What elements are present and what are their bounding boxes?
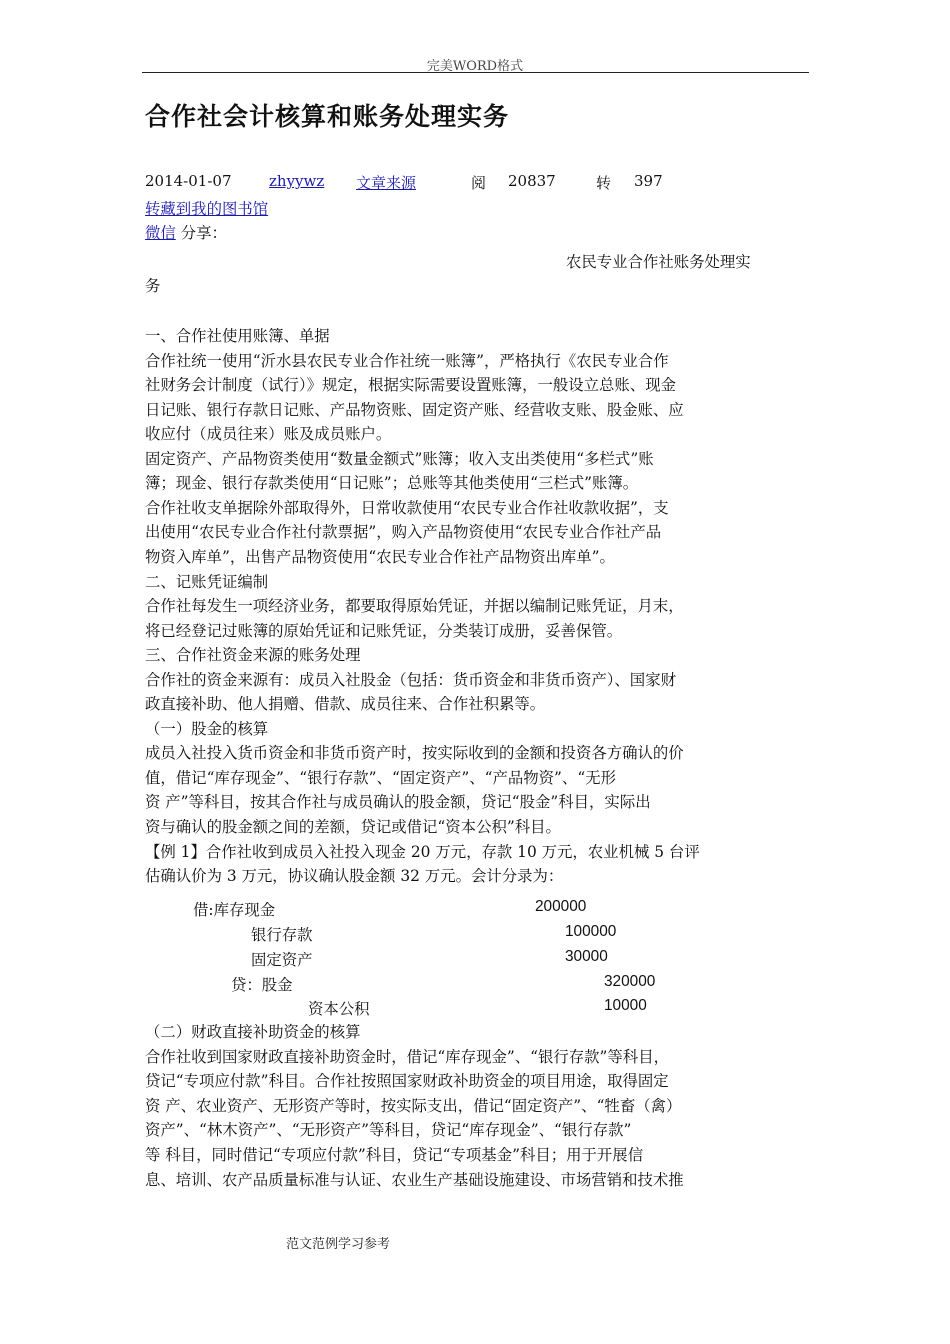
paragraph-line: 合作社每发生一项经济业务，都要取得原始凭证，并据以编制记账凭证，月末， xyxy=(145,597,684,616)
journal-amount: 30000 xyxy=(565,948,608,965)
paragraph-line: （一）股金的核算 xyxy=(145,719,269,738)
subtitle-line-1: 农民专业合作社账务处理实 xyxy=(566,253,751,271)
paragraph-line: 【例 1】合作社收到成员入社投入现金 20 万元，存款 10 万元，农业机械 5 台评 xyxy=(145,842,700,861)
paragraph-line: 簿；现金、银行存款类使用“日记账”；总账等其他类使用“三栏式”账簿。 xyxy=(145,474,639,493)
header-divider xyxy=(142,72,809,73)
page-footer: 范文范例学习参考 xyxy=(286,1237,391,1252)
paragraph-line: 将已经登记过账簿的原始凭证和记账凭证，分类装订成册，妥善保管。 xyxy=(145,621,623,640)
subtitle-line-2: 务 xyxy=(145,277,161,295)
paragraph-line: 物资入库单”，出售产品物资使用“农民专业合作社产品物资出库单”。 xyxy=(145,547,615,566)
paragraph-line: 一、合作社使用账簿、单据 xyxy=(145,327,330,345)
journal-amount: 100000 xyxy=(565,923,617,940)
paragraph-line: 合作社的资金来源有：成员入社股金（包括：货币资金和非货币资产）、国家财 xyxy=(145,670,676,689)
paragraph-line: 资与确认的股金额之间的差额，贷记或借记“资本公积”科目。 xyxy=(145,818,561,836)
article-title: 合作社会计核算和账务处理实务 xyxy=(145,102,510,131)
paragraph-line: 日记账、银行存款日记账、产品物资账、固定资产账、经营收支账、股金账、应 xyxy=(145,400,684,419)
paragraph-line: 政直接补助、他人捐赠、借款、成员往来、合作社积累等。 xyxy=(145,695,546,714)
source-link[interactable]: 文章来源 xyxy=(356,174,417,192)
share-row xyxy=(145,221,227,246)
journal-account: 贷：股金 xyxy=(231,976,293,994)
paragraph-line: 出使用“农民专业合作社付款票据”，购入产品物资使用“农民专业合作社产品 xyxy=(145,523,662,542)
paragraph-line: 等 科目，同时借记“专项应付款”科目，贷记“专项基金”科目；用于开展信 xyxy=(145,1146,644,1164)
page-header: 完美WORD格式 xyxy=(426,59,524,74)
publish-date: 2014-01-07 xyxy=(145,172,232,190)
journal-amount: 10000 xyxy=(604,997,647,1014)
paragraph-line: 估确认价为 3 万元，协议确认股金额 32 万元。会计分录为： xyxy=(145,867,564,886)
paragraph-line: 三、合作社资金来源的账务处理 xyxy=(145,646,361,665)
paragraph-line: 贷记“专项应付款”科目。合作社按照国家财政补助资金的项目用途，取得固定 xyxy=(145,1072,669,1091)
paragraph-line: （二）财政直接补助资金的核算 xyxy=(145,1023,361,1041)
paragraph-line: 合作社统一使用“沂水县农民专业合作社统一账簿”，严格执行《农民专业合作 xyxy=(145,351,669,370)
read-label: 阅 xyxy=(471,174,487,192)
paragraph-line: 资 产”等科目，按其合作社与成员确认的股金额，贷记“股金”科目，实际出 xyxy=(145,793,651,812)
repost-label: 转 xyxy=(596,174,612,192)
save-to-library-link[interactable]: 转藏到我的图书馆 xyxy=(145,200,269,218)
paragraph-line: 二、记账凭证编制 xyxy=(145,572,269,591)
journal-account: 银行存款 xyxy=(251,926,313,944)
paragraph-line: 合作社收支单据除外部取得外，日常收款使用“农民专业合作社收款收据”，支 xyxy=(145,498,669,517)
paragraph-line: 资产”、“林木资产”、“无形资产”等科目，贷记“库存现金”、“银行存款” xyxy=(145,1121,632,1140)
paragraph-line: 资 产、农业资产、无形资产等时，按实际支出，借记“固定资产”、“牲畜（禽） xyxy=(145,1096,682,1115)
journal-account: 固定资产 xyxy=(251,951,313,969)
paragraph-line: 息、培训、农产品质量标准与认证、农业生产基础设施建设、市场营销和技术推 xyxy=(145,1170,684,1189)
share-label: 分享： xyxy=(180,224,227,242)
paragraph-line: 合作社收到国家财政直接补助资金时，借记“库存现金”、“银行存款”等科目， xyxy=(145,1047,669,1066)
read-count: 20837 xyxy=(508,172,556,190)
repost-count: 397 xyxy=(634,172,663,190)
journal-amount: 320000 xyxy=(604,973,656,990)
paragraph-line: 成员入社投入货币资金和非货币资产时，按实际收到的金额和投资各方确认的价 xyxy=(145,744,684,763)
paragraph-line: 固定资产、产品物资类使用“数量金额式”账簿；收入支出类使用“多栏式”账 xyxy=(145,449,654,468)
paragraph-line: 值，借记“库存现金”、“银行存款”、“固定资产”、“产品物资”、“无形 xyxy=(145,768,616,787)
journal-amount: 200000 xyxy=(535,898,587,915)
journal-account: 资本公积 xyxy=(308,1000,370,1018)
author-link[interactable]: zhyywz xyxy=(269,172,325,190)
wechat-share-link[interactable]: 微信 xyxy=(145,224,176,242)
paragraph-line: 社财务会计制度（试行）》规定，根据实际需要设置账簿，一般设立总账、现金 xyxy=(145,376,676,395)
journal-account: 借:库存现金 xyxy=(193,901,276,919)
paragraph-line: 收应付（成员往来）账及成员账户。 xyxy=(145,425,392,444)
